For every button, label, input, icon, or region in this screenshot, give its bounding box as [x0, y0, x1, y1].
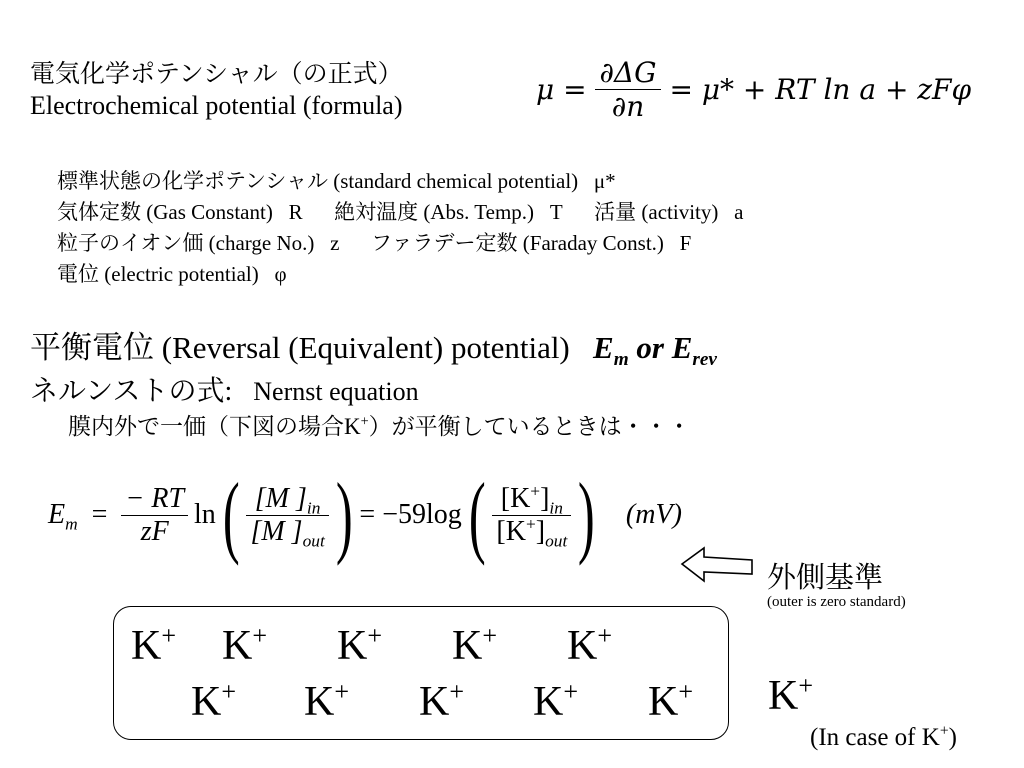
def-sym: a	[734, 200, 744, 224]
eq-m-num	[246, 483, 328, 516]
eq-k-fraction	[492, 481, 571, 551]
k-ion	[191, 678, 236, 726]
k-ion	[304, 678, 349, 726]
caption-close: )	[948, 724, 957, 751]
def-sym: F	[679, 231, 692, 255]
k-ion	[648, 678, 693, 726]
eq-m-den-text: [M ]	[250, 515, 303, 547]
k-ion-symbol: K	[131, 623, 162, 669]
definitions-list	[57, 166, 743, 290]
k-ion	[567, 622, 612, 670]
formula-numerator: ∂ΔG	[595, 56, 660, 90]
k-ion	[222, 622, 267, 670]
k-ion-charge: +	[161, 621, 177, 650]
eq-m-num-text: [M ]	[254, 482, 307, 514]
eq-k-den-sup: +	[525, 514, 536, 534]
def-en: (Abs. Temp.)	[423, 200, 535, 224]
k-ion-charge: +	[449, 677, 465, 706]
nernst-condition	[68, 408, 691, 441]
nernst-jp: ネルンストの式	[30, 374, 225, 407]
def-jp: 粒子のイオン価	[57, 231, 204, 255]
formula-eq1: =	[563, 73, 587, 106]
def-en: (charge No.)	[208, 231, 315, 255]
eq-equals: =	[91, 499, 108, 530]
eq-m-den-sub: out	[302, 531, 325, 551]
em-letter: E	[593, 330, 614, 365]
k-ion-symbol: K	[222, 623, 253, 669]
reference-jp: 外側基準	[767, 560, 884, 594]
eq-m-num-sub: in	[306, 498, 321, 518]
em-subscript: m	[613, 349, 629, 371]
def-en: (standard chemical potential)	[333, 169, 579, 193]
k-ion	[452, 622, 497, 670]
k-ion-symbol: K	[304, 679, 335, 725]
def-jp: ファラデー定数	[370, 231, 518, 255]
k-ion-symbol: K	[337, 623, 368, 669]
eq-left-paren-2: (	[468, 464, 486, 566]
eq-coefficient-fraction	[121, 483, 188, 548]
caption-text: (In case of K	[810, 724, 940, 751]
def-jp: 気体定数	[57, 200, 141, 224]
eq-ln: ln	[194, 499, 216, 530]
condition-ion-letter: K	[344, 414, 361, 439]
eq-right-paren-2: )	[578, 464, 596, 566]
eq-unit: (mV)	[625, 499, 682, 530]
k-ion	[419, 678, 464, 726]
k-ion	[337, 622, 382, 670]
nernst-equation	[48, 462, 682, 568]
eq-k-num-text: [K	[500, 482, 531, 514]
eq-k-num-close: ]	[540, 482, 550, 514]
eq-em-letter: E	[48, 499, 66, 530]
def-en: (Faraday Const.)	[522, 231, 664, 255]
def-jp: 電位	[57, 262, 99, 286]
def-en: (Gas Constant)	[146, 200, 273, 224]
k-ion-charge: +	[678, 677, 694, 706]
nernst-heading	[30, 369, 419, 409]
def-sym: φ	[274, 262, 287, 286]
formula-electrochemical	[536, 56, 971, 123]
caption-sup: +	[939, 722, 949, 740]
reversal-en: (Reversal (Equivalent) potential)	[161, 330, 570, 365]
formula-mu: μ	[536, 73, 555, 106]
k-ion-symbol: K	[768, 673, 799, 719]
eq-m-fraction	[246, 482, 328, 551]
eq-k-num	[492, 483, 571, 516]
erev-symbol	[671, 330, 717, 371]
formula-denominator: ∂n	[611, 90, 645, 123]
k-ion-charge: +	[252, 621, 268, 650]
k-ion-charge: +	[597, 621, 613, 650]
eq-k-num-sub: in	[549, 498, 563, 518]
nernst-en: Nernst equation	[253, 377, 419, 406]
condition-ion	[344, 414, 369, 439]
k-ion-charge: +	[482, 621, 498, 650]
eq-k-den-sub: out	[545, 531, 568, 551]
definition-row	[57, 166, 743, 197]
condition-ion-charge: +	[360, 413, 369, 430]
formula-fraction	[595, 56, 660, 123]
def-jp: 絶対温度	[334, 200, 419, 224]
def-sym: R	[288, 200, 303, 224]
arrow-left-icon	[680, 544, 756, 584]
definition-row	[57, 228, 743, 259]
reference-en: (outer is zero standard)	[767, 594, 906, 610]
formula-rhs: = μ* + RT ln a + zFφ	[669, 73, 972, 106]
k-ion-symbol: K	[533, 679, 564, 725]
k-ion-charge: +	[334, 677, 350, 706]
eq-coef-den: zF	[140, 515, 169, 547]
def-sym: μ*	[593, 169, 616, 193]
k-ion-symbol: K	[452, 623, 483, 669]
def-en: (activity)	[641, 200, 719, 224]
k-ion-symbol: K	[648, 679, 679, 725]
or-word: or	[636, 330, 664, 365]
condition-post: ）が平衡しているときは・・・	[368, 414, 691, 440]
def-en: (electric potential)	[104, 262, 259, 286]
erev-subscript: rev	[692, 349, 717, 371]
k-ion	[131, 622, 176, 670]
k-ion-symbol: K	[567, 623, 598, 669]
definition-row	[57, 259, 743, 290]
k-ion	[533, 678, 578, 726]
eq-em-sub: m	[65, 514, 78, 534]
eq-coef-num: − RT	[121, 483, 188, 516]
eq-k-num-sup: +	[530, 481, 541, 501]
erev-letter: E	[671, 330, 693, 365]
eq-k-den	[492, 514, 571, 551]
eq-k-den-text: [K	[496, 515, 526, 547]
eq-em	[48, 499, 78, 534]
eq-k-den-close: ]	[535, 515, 546, 547]
k-ion-outside	[768, 672, 813, 720]
k-ion-charge: +	[367, 621, 383, 650]
reversal-jp: 平衡電位	[30, 330, 154, 366]
title-jp: 電気化学ポテンシャル（の正式）	[30, 59, 403, 88]
nernst-colon: :	[224, 376, 233, 407]
def-sym: T	[549, 200, 563, 224]
k-ion-charge: +	[221, 677, 237, 706]
title-en: Electrochemical potential (formula)	[30, 91, 403, 120]
eq-left-paren: (	[222, 464, 240, 566]
eq-equals-59log: = −59log	[359, 499, 462, 530]
definition-row	[57, 197, 743, 228]
em-symbol	[593, 330, 629, 371]
def-sym: z	[330, 231, 340, 255]
eq-right-paren: )	[335, 464, 353, 566]
def-jp: 活量	[594, 200, 637, 224]
k-ion-charge: +	[563, 677, 579, 706]
def-jp: 標準状態の化学ポテンシャル	[57, 169, 329, 193]
eq-m-den	[246, 515, 328, 551]
caption	[810, 724, 957, 752]
k-ion-charge: +	[798, 671, 814, 700]
k-ion-symbol: K	[191, 679, 222, 725]
reversal-heading	[30, 322, 717, 371]
k-ion-symbol: K	[419, 679, 450, 725]
condition-pre: 膜内外で一価（下図の場合	[68, 414, 344, 440]
